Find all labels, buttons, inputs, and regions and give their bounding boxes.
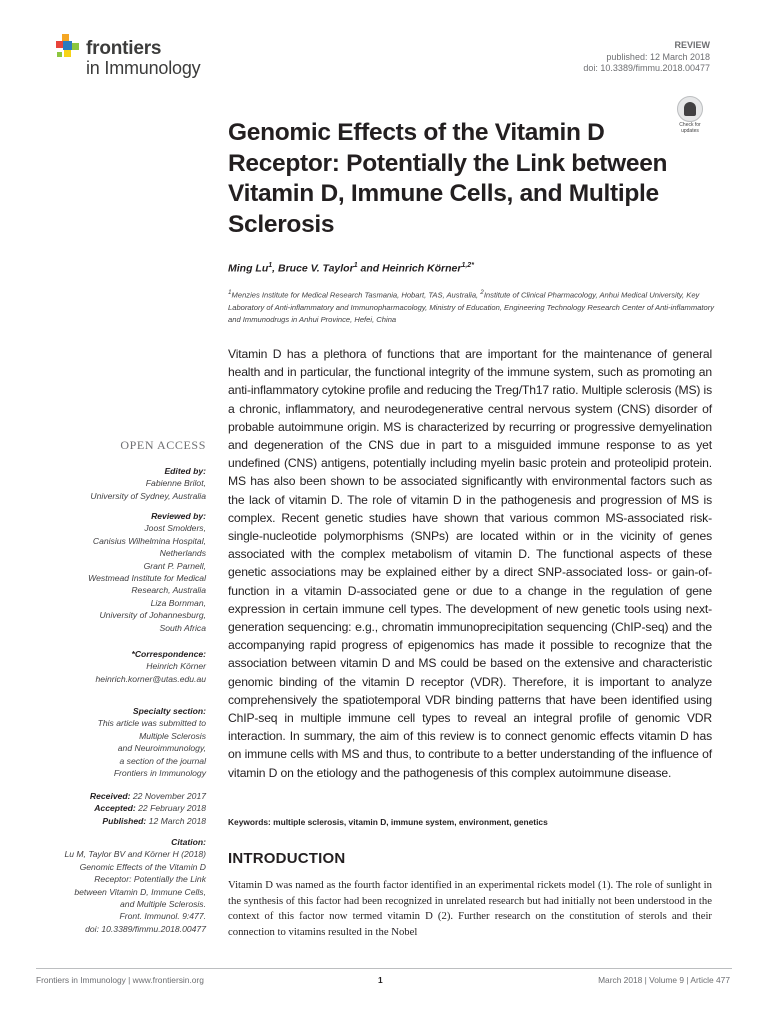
reviewer-line: Research, Australia [131, 585, 206, 596]
correspondence-name: Heinrich Körner [146, 661, 206, 672]
edited-by [90, 465, 206, 502]
journal-name: in Immunology [86, 58, 201, 78]
footer-volume: March 2018 | Volume 9 | Article 477 [598, 975, 730, 985]
reviewer-line: Joost Smolders, [144, 523, 206, 534]
published-date-sidebar: 12 March 2018 [148, 815, 206, 826]
check-updates-label: Check for updates [679, 122, 701, 134]
reviewer-line: Netherlands [159, 548, 206, 559]
page-number: 1 [378, 975, 383, 985]
specialty-line: a section of the journal [119, 755, 206, 766]
accepted-date: 22 February 2018 [138, 803, 206, 814]
published-label: Published: [102, 815, 147, 826]
specialty-section [98, 705, 206, 779]
reviewer-line: Westmead Institute for Medical [88, 573, 206, 584]
editor-line: Fabienne Brilot, [145, 478, 206, 489]
brand-name: frontiers [86, 38, 162, 59]
specialty-line: This article was submitted to [97, 718, 206, 729]
affiliation-2: Institute of Clinical Pharmacology, Anhui Medical University, Key Laboratory of Anti-inflammatory and Immunopharmacology, Ministry of Education, Engineering Technology Research Center of Anti-inflammatory and Immunodrugs in Anhui Province, Hefei, China [228, 290, 715, 324]
reviewed-by [88, 510, 206, 634]
citation-line: Lu M, Taylor BV and Körner H (2018) [64, 849, 206, 860]
reviewer-line: Grant P. Parnell, [143, 560, 206, 571]
section-heading: INTRODUCTION [228, 850, 346, 867]
bookmark-icon [677, 96, 703, 122]
open-access-label: OPEN ACCESS [120, 438, 206, 452]
published-date: published: 12 March 2018 [606, 51, 710, 62]
citation [64, 836, 206, 935]
body-text: Vitamin D was named as the fourth factor identified in an experimental rickets model (1). The role of sunlight in the synthesis of this factor had been recognized in unrelated research but had initially not been understood in the context of this factor now termed vitamin D (2). Further research on the constitution of sterols and their connection to vitamins resulted in the Nobel [228, 879, 712, 938]
journal-logo [56, 34, 246, 84]
footer-journal[interactable]: Frontiers in Immunology | www.frontiersin.org [36, 975, 204, 985]
affil-sup: 1 [228, 289, 232, 296]
author-affil-sup: 1 [353, 262, 358, 269]
article-dates [90, 790, 206, 827]
reviewer-line: Liza Bornman, [150, 597, 206, 608]
affiliation-1: Menzies Institute for Medical Research Tasmania, Hobart, TAS, Australia, [231, 290, 479, 300]
accepted-label: Accepted: [94, 803, 136, 814]
reviewed-by-label: Reviewed by: [151, 511, 206, 521]
reviewer-line: Canisius Wilhelmina Hospital, [92, 535, 206, 546]
affil-sup: 2 [480, 289, 484, 296]
author-name[interactable]: Bruce V. Taylor [278, 262, 354, 275]
reviewer-line: South Africa [159, 622, 206, 633]
article-meta [583, 40, 710, 75]
received-label: Received: [89, 791, 131, 801]
received-date: 22 November 2017 [132, 791, 206, 801]
citation-line: Genomic Effects of the Vitamin D [79, 861, 206, 872]
specialty-line: Frontiers in Immunology [113, 768, 206, 779]
article-title: Genomic Effects of the Vitamin D Receptor: Potentially the Link between Vitamin D, Immune Cells, and Multiple Sclerosis [228, 119, 668, 238]
citation-line: and Multiple Sclerosis. [120, 899, 206, 910]
footer-divider [36, 968, 732, 969]
correspondence-email[interactable]: heinrich.korner@utas.edu.au [95, 673, 206, 684]
author-list: Ming Lu$^1$, Bruce V. Taylor$^1$ and Heinrich Körner$^{1,2*}$ [228, 262, 474, 275]
reviewer-line: University of Johannesburg, [99, 610, 206, 621]
abstract: Vitamin D has a plethora of functions that are important for the maintenance of general health and in particular, the functional integrity of the immune system, such as promoting an anti-inflammatory cytokine profile and reducing the Treg/Th17 ratio. Multiple sclerosis (MS) is a chronic, inflammatory, and neurodegenerative central nervous system (CNS) disorder of probable autoimmune origin. MS is characterized by recurring or progressive demyelination and degeneration of the CNS due in part to a misguided immune response to as yet undefined (CNS) antigens, potentially including myelin basic protein and proteolipid protein. MS has also been shown to be associated significantly with environmental factors such as the lack of vitamin D. The role of vitamin D in the pathogenesis and progression of MS is complex. Recent genetic studies have shown that various common MS-associated risk-single-nucleotide polymorphisms (SNPs) are located within or in the vicinity of genes associated with the complex metabolism of vitamin D. The functional aspects of these genetic associations may be explained either by a direct SNP-associated loss- or gain-of-function in a vitamin D-associated gene or due to a change in the regulation of gene expression in certain immune cell types. The development of new genetic tools using next-generation sequencing: e.g., chromatin immunoprecipitation sequencing (ChIP-seq) and the accompanying rapid progress of epigenomics has made it possible to recognize that the association between vitamin D and MS could be based on the extensive and characteristic genomic binding of the vitamin D receptor (VDR). Therefore, it is important to analyze comprehensively the spatiotemporal VDR binding patterns that have been identified using ChIP-seq in multiple immune cell types to reveal an integral profile of genomic VDR interaction. In summary, the aim of this review is to connect genomic effects vitamin D has on immune cells with MS and thus, to contribute to a better understanding of the influence of vitamin D on the etiology and the pathogenesis of this complex autoimmune disease. [228, 347, 712, 780]
specialty-line: Multiple Sclerosis [139, 730, 206, 741]
correspondence-label: *Correspondence: [131, 649, 206, 659]
check-for-updates-badge[interactable] [672, 96, 708, 136]
frontiers-logo-icon [56, 34, 82, 64]
edited-by-label: Edited by: [164, 466, 206, 476]
editor-line: University of Sydney, Australia [90, 490, 206, 501]
specialty-label: Specialty section: [132, 706, 206, 716]
author-affil-sup: 1 [268, 262, 273, 269]
correspondence [96, 648, 206, 685]
citation-line[interactable]: doi: 10.3389/fimmu.2018.00477 [85, 923, 206, 934]
author-name[interactable]: Ming Lu [228, 262, 269, 275]
citation-line: Front. Immunol. 9:477. [119, 911, 206, 922]
author-affil-sup: 1,2* [461, 262, 474, 269]
affiliations [228, 287, 718, 326]
keywords: Keywords: multiple sclerosis, vitamin D, immune system, environment, genetics [228, 817, 548, 827]
author-name[interactable]: Heinrich Körner [382, 262, 462, 275]
doi[interactable]: doi: 10.3389/fimmu.2018.00477 [583, 63, 710, 73]
specialty-line: and Neuroimmunology, [117, 743, 206, 754]
citation-label: Citation: [171, 837, 206, 847]
article-type: REVIEW [674, 40, 710, 50]
citation-line: between Vitamin D, Immune Cells, [74, 886, 206, 897]
citation-line: Receptor: Potentially the Link [94, 874, 206, 885]
